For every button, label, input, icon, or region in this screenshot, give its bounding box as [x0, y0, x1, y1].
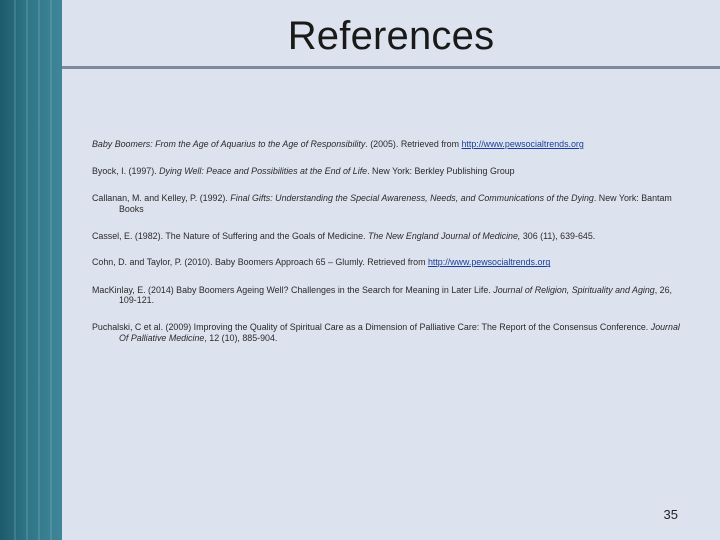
reference-item: [92, 322, 682, 343]
reference-authors: Cohn, D. and Taylor, P. (2010). Baby Boomers Approach 65 – Glumly. Retrieved from: [92, 257, 428, 268]
reference-authors: MacKinlay, E. (2014) Baby Boomers Ageing Well? Challenges in the Search for Meaning in Later Life.: [92, 284, 494, 295]
reference-title: Dying Well: Peace and Possibilities at the End of Life: [159, 165, 368, 176]
reference-item: [92, 285, 682, 306]
reference-link[interactable]: http://www.pewsocialtrends.org: [427, 257, 551, 268]
reference-text: . New York: Bantam Books: [119, 193, 672, 214]
reference-item: [92, 257, 682, 268]
page-title: References: [287, 14, 495, 58]
reference-journal: Journal Of Palliative Medicine: [119, 322, 680, 343]
reference-authors: Puchalski, C et al. (2009) Improving the Quality of Spiritual Care as a Dimension of Palliative Care: The Report of the Consensus Conference.: [92, 322, 651, 333]
reference-item: [92, 193, 682, 214]
reference-link[interactable]: http://www.pewsocialtrends.org: [461, 139, 584, 149]
reference-list: [92, 139, 682, 359]
reference-text: 306 (11), 639-645.: [520, 230, 596, 241]
reference-authors: Callanan, M. and Kelley, P. (1992).: [92, 193, 231, 204]
reference-item: [92, 231, 682, 242]
reference-item: [92, 139, 682, 150]
reference-authors: Byock, I. (1997).: [92, 165, 160, 176]
reference-journal: Journal of Religion, Spirituality and Aging: [493, 284, 655, 295]
reference-title: Baby Boomers: From the Age of Aquarius to the Age of Responsibility: [92, 139, 366, 149]
reference-text: . (2005). Retrieved from: [365, 139, 462, 149]
page-number: 35: [663, 507, 678, 522]
reference-title: Final Gifts: Understanding the Special Awareness, Needs, and Communications of the Dying: [230, 193, 594, 204]
reference-text: . New York: Berkley Publishing Group: [367, 165, 515, 176]
title-divider: [62, 66, 720, 69]
reference-authors: Cassel, E. (1982). The Nature of Suffering and the Goals of Medicine.: [92, 230, 368, 241]
reference-text: , 12 (10), 885-904.: [204, 332, 278, 343]
reference-item: [92, 166, 682, 177]
reference-journal: The New England Journal of Medicine,: [367, 230, 521, 241]
reference-text: , 26, 109-121.: [119, 284, 673, 306]
decorative-sidebar: [0, 0, 62, 540]
